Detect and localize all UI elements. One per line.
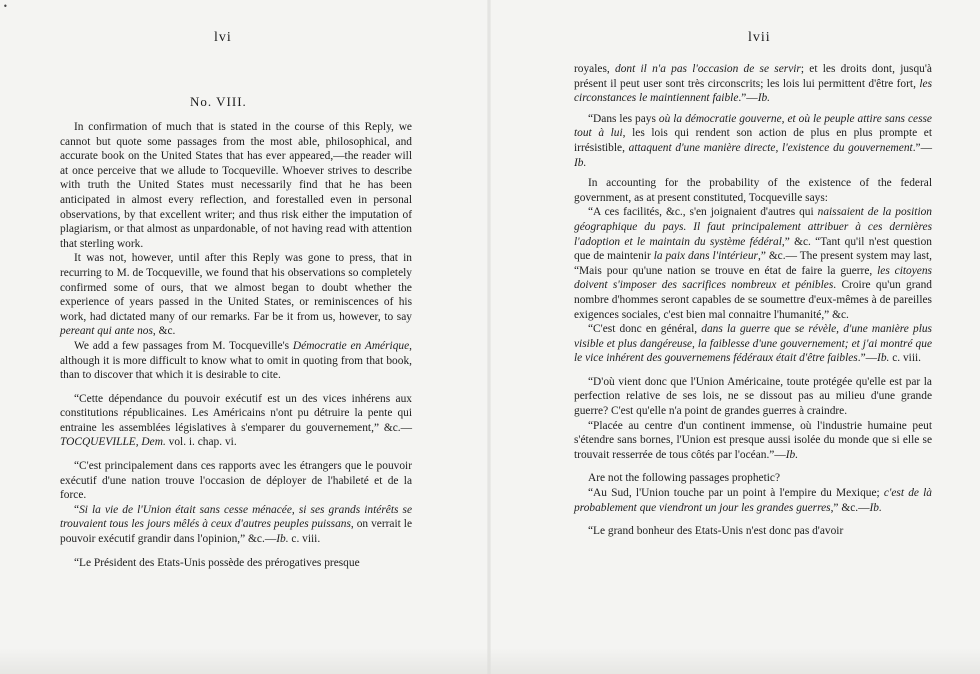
text-run: “C'est donc en général, — [588, 323, 702, 336]
text-run: In accounting for the probability of the existence of the federal government, as at present constituted, Tocqueville says: — [574, 177, 932, 204]
text-run: ,” &c.— — [830, 501, 870, 514]
text-run: “ — [74, 503, 80, 516]
text-run: c. viii. — [288, 533, 321, 546]
text-run: .”— — [738, 92, 758, 105]
italic-text-run: attaquent d'une manière directe, l'existence du gouvernement — [628, 141, 913, 154]
book-gutter — [487, 0, 491, 674]
text-run: “Le grand bonheur des Etats-Unis n'est donc pas d'avoir — [588, 525, 844, 538]
italic-text-run: Ib. — [574, 156, 587, 169]
right-page-text — [574, 62, 932, 539]
italic-text-run: Ib. — [276, 533, 289, 546]
text-run: royales, — [574, 63, 615, 75]
right-paragraph — [574, 375, 932, 419]
text-run: “D'où vient donc que l'Union Américaine, toute protégée qu'elle est par la perfection relative de ses lois, ne se dissout pas au milieu d'une grande guerre? C'est qu'elle n'a point de grandes guerres à craindre. — [574, 375, 932, 418]
text-run: It was not, however, until after this Reply was gone to press, that in recurring to M. de Tocqueville, we found that his observations so completely confirmed some of ours, that we almost began to doubt whether the experience of years passed in the United States, or reminiscences of his work, had dictated many of our remarks. Far be it from us, however, to say — [60, 252, 412, 323]
text-run: , although it is more difficult to know what to omit in quoting from that book, than to discover that which it is desirable to cite. — [60, 339, 413, 382]
left-paragraph — [60, 556, 412, 571]
text-run: “Dans les pays — [588, 112, 659, 125]
italic-text-run: Ib. — [785, 448, 799, 461]
text-run: “Placée au centre d'un continent immense, où l'industrie humaine peut s'étendre sans bornes, l'Union est presque aussi isolée du monde que si elle se trouvait resserrée de tous côtés par l'océan.”— — [574, 419, 932, 461]
text-run: “Cette dépendance du pouvoir exécutif est un des vices inhérens aux constitutions républicaines. Les Américains n'ont pu détruire la pente qui entraine les assemblées législatives à s'emparer du gouvernement,” &c.— — [60, 392, 412, 434]
left-paragraph — [60, 392, 412, 450]
italic-text-run: dont il n'a pas l'occasion de se servir — [615, 63, 801, 75]
italic-text-run: dans la guerre que se révèle, d'une manière plus visible et plus dangéreuse, la faiblesse d'une gouvernement; et j'ai montré que le vice inhérent des gouvernemens fédéraux était d'être faibles — [574, 323, 932, 365]
text-run: ; et les droits dont, jusqu'à présent il peut user sont très circonscrits; les lois lui permittent d'être fort, — [574, 63, 932, 90]
text-run: ,” &c. “Tant qu'il n'est question que de maintenir — [574, 235, 932, 263]
text-run: “Au Sud, l'Union touche par un point à l'empire du Mexique; — [588, 487, 884, 500]
right-page-number: lvii — [748, 30, 771, 45]
italic-text-run: les circonstances le maintiennent faible — [574, 77, 932, 105]
italic-text-run: naissaient de la position géographique du pays. Il faut principalement attribuer à ces dernières l'adoption et le maintain du système fédéral — [574, 206, 932, 248]
right-paragraph — [574, 205, 932, 322]
left-page-text — [60, 120, 412, 570]
right-paragraph — [574, 471, 932, 486]
text-run: “A ces facilités, &c., s'en joignaient d'autres qui — [588, 206, 818, 219]
left-paragraph — [60, 459, 412, 503]
left-paragraph — [60, 339, 412, 383]
right-paragraph — [574, 112, 932, 170]
section-heading: No. VIII. — [190, 94, 247, 109]
italic-text-run: c'est de là probablement que viendront un jour les grandes guerres — [574, 487, 932, 514]
text-run: ,” &c.— The present system may last, “Mais pour qu'une nation se trouve en état de faire la guerre, — [574, 250, 932, 277]
scan-shadow — [0, 648, 980, 674]
text-run: “Le Président des Etats-Unis possède des prérogatives presque — [74, 556, 360, 569]
italic-text-run: Si la vie de l'Union était sans cesse ménacée, si ses grands intérêts se trouvaient tous les jours mêlés à ceux d'autres peuples puissans — [60, 503, 412, 531]
left-paragraph — [60, 503, 412, 547]
text-run: , &c. — [152, 325, 176, 338]
text-run: “C'est principalement dans ces rapports avec les étrangers que le pouvoir exécutif d'une nation trouve l'occasion de déployer de l'habileté et de la force. — [60, 460, 412, 502]
left-page-number: lvi — [214, 30, 232, 45]
text-run: c. viii. — [889, 352, 922, 365]
text-run: .”— — [912, 141, 932, 154]
italic-text-run: la paix dans l'intérieur — [653, 250, 758, 263]
italic-text-run: Démocratie en Amérique — [292, 339, 410, 352]
text-run: In confirmation of much that is stated in the course of this Reply, we cannot but quote some passages from the most able, philosophical, and accurate book on the United States that has ever appeared,—the reader will at once perceive that we allude to Tocqueville. Whoever strives to describe with truth the United States must necessarily find that he has been anticipated in almost every reflection, and forestalled even in personal observations, by that excellent writer; and thus risk either the imputation of plagiarism, or that almost as unpardonable, of not having read with attention that sterling work. — [60, 121, 412, 250]
italic-text-run: Ib. — [869, 501, 882, 514]
text-run: , les lois qui rendent son action de plus en plus prompte et irrésistible, — [574, 127, 932, 154]
corner-mark: • — [3, 2, 8, 11]
right-paragraph — [574, 524, 932, 539]
left-paragraph — [60, 251, 412, 339]
italic-text-run: les citoyens doivent s'imposer des sacrifices nombreux et pénibles — [574, 264, 932, 292]
italic-text-run: Ib. — [877, 352, 890, 365]
text-run: , on verrait le pouvoir exécutif grandir dans l'opinion,” &c.— — [60, 518, 412, 546]
text-run: . Croire qu'un grand nombre d'hommes seront capables de se soumettre d'eux-mêmes à de pareilles exigences sociales, c'est bien mal connaitre l'humanité,” &c. — [574, 279, 932, 321]
right-paragraph — [574, 419, 932, 463]
right-paragraph — [574, 322, 932, 366]
italic-text-run: Ib. — [757, 92, 771, 105]
right-paragraph — [574, 486, 932, 515]
italic-text-run: TOCQUEVILLE, Dem. — [60, 436, 166, 449]
text-run: Are not the following passages prophetic? — [588, 472, 781, 485]
italic-text-run: où la démocratie gouverne, et où le peuple attire sans cesse tout à lui — [574, 112, 932, 140]
left-paragraph — [60, 120, 412, 251]
right-paragraph — [574, 62, 932, 106]
text-run: vol. i. chap. vi. — [165, 436, 237, 449]
right-paragraph — [574, 176, 932, 205]
text-run: We add a few passages from M. Tocqueville's — [74, 339, 293, 352]
italic-text-run: pereant qui ante nos — [60, 325, 153, 338]
text-run: .”— — [857, 352, 878, 365]
